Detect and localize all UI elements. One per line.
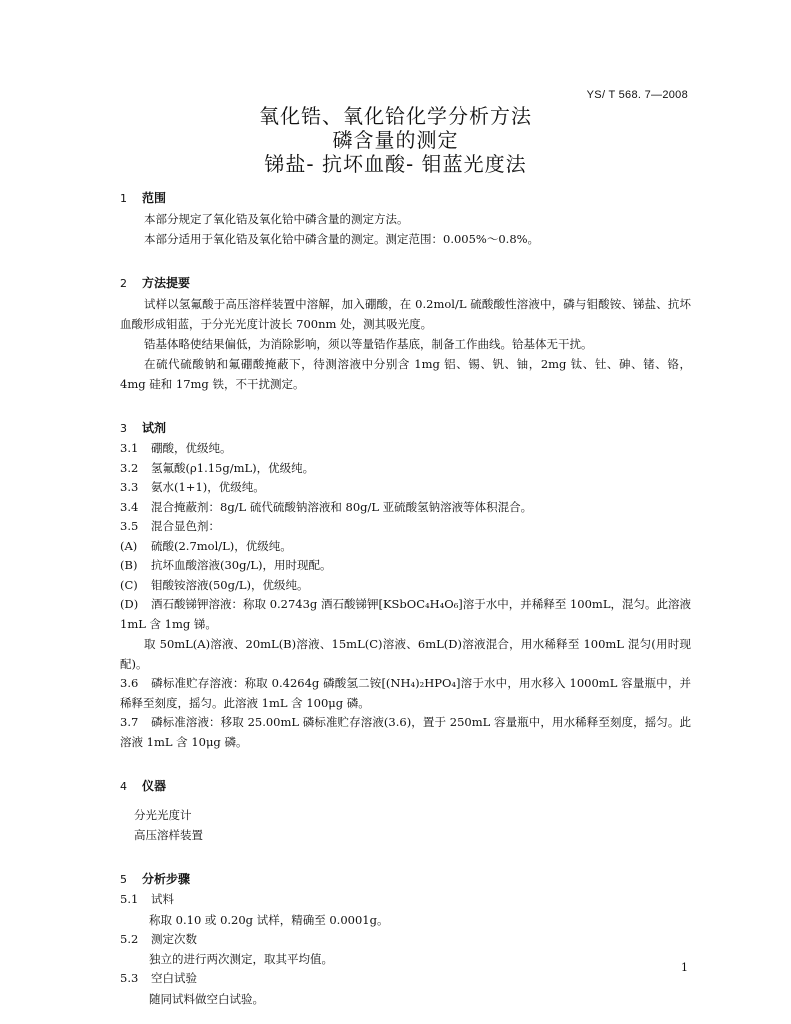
paragraph: 试样以氢氟酸于高压溶样装置中溶解，加入硼酸，在 0.2mol/L 硫酸酸性溶液中，磷与钼酸铵、锑盐、抗坏血酸形成钼蓝，于分光光度计波长 700nm 处，测其吸光度。: [120, 297, 691, 331]
item-text: 混合显色剂：: [151, 519, 220, 533]
subtitle: 磷含量的测定: [332, 128, 459, 152]
list-item: [120, 576, 691, 596]
item-number: 3.5: [120, 519, 139, 533]
section-title: 方法提要: [142, 276, 191, 290]
paragraph: 在硫代硫酸钠和氟硼酸掩蔽下，待测溶液中分别含 1mg 铝、锡、钒、铀，2mg 钛、钍、砷、锗、铬，4mg 硅和 17mg 铁，不干扰测定。: [120, 357, 691, 391]
item-text: 硫酸(2.7mol/L)，优级纯。: [151, 538, 292, 553]
item-number: 3.3: [120, 480, 139, 494]
item-text: 测定次数: [151, 931, 197, 946]
item-text: 试料: [151, 892, 174, 906]
item-detail: 独立的进行两次测定，取其平均值。: [149, 952, 333, 966]
standard-code: YS/ T 568. 7—2008: [586, 89, 688, 101]
instrument-item: 分光光度计: [134, 808, 192, 822]
item-text: 混合掩蔽剂：8g/L 硫代硫酸钠溶液和 80g/L 亚硫酸氢钠溶液等体积混合。: [151, 499, 533, 514]
list-item: [120, 713, 691, 752]
paragraph: 取 50mL(A)溶液、20mL(B)溶液、15mL(C)溶液、6mL(D)溶液混合，用水稀释至 100mL 混匀(用时现配)。: [120, 637, 691, 671]
section-title: 仪器: [142, 779, 167, 793]
list-item: [120, 890, 691, 910]
item-number: 5.1: [120, 892, 139, 906]
list-item: [120, 930, 691, 950]
item-text: 空白试验: [151, 971, 197, 985]
list-item: [120, 969, 691, 989]
item-text: 氢氟酸(ρ1.15g/mL)，优级纯。: [151, 460, 315, 475]
item-detail: 称取 0.10 或 0.20g 试样，精确至 0.0001g。: [149, 912, 389, 927]
item-number: 3.4: [120, 499, 139, 514]
section-number: 4: [120, 780, 127, 793]
section-heading-principle: [120, 273, 691, 294]
section-number: 5: [120, 873, 127, 886]
item-text: 钼酸铵溶液(50g/L)，优级纯。: [151, 577, 309, 592]
main-title: 氧化锆、氧化铪化学分析方法: [259, 104, 532, 128]
section-title: 范围: [142, 191, 167, 205]
item-detail: 随同试料做空白试验。: [149, 991, 264, 1006]
section-heading-procedure: [120, 869, 691, 890]
list-item: [120, 674, 691, 713]
section-heading-reagents: [120, 418, 691, 439]
instrument-item: 高压溶样装置: [134, 828, 203, 842]
page-number: 1: [681, 961, 688, 974]
item-number: 5.2: [120, 931, 139, 946]
list-item: [120, 498, 691, 518]
item-text: 氨水(1+1)，优级纯。: [151, 480, 265, 494]
paragraph: 本部分规定了氧化锆及氧化铪中磷含量的测定方法。: [144, 212, 409, 226]
item-number: (C): [120, 577, 138, 592]
section-heading-apparatus: [120, 776, 691, 797]
item-text: 酒石酸锑钾溶液：称取 0.2743g 酒石酸锑钾[KSbOC₄H₄O₆]溶于水中，并稀释至 100mL，混匀。此溶液 1mL 含 1mg 锑。: [120, 597, 691, 631]
item-number: (D): [120, 597, 139, 611]
item-number: 3.2: [120, 460, 139, 475]
item-text: 磷标准贮存溶液：称取 0.4264g 磷酸氢二铵[(NH₄)₂HPO₄]溶于水中，用水移入 1000mL 容量瓶中，并稀释至刻度，摇匀。此溶液 1mL 含 100μg 磷。: [120, 676, 691, 710]
paragraph: 锆基体略使结果偏低，为消除影响，须以等量锆作基底，制备工作曲线。铪基体无干扰。: [144, 337, 593, 351]
title-block: [0, 104, 791, 176]
section-number: 2: [120, 277, 127, 290]
list-item: [120, 517, 691, 537]
section-number: 3: [120, 422, 127, 435]
list-item: [120, 459, 691, 479]
section-number: 1: [120, 192, 127, 205]
item-text: 硼酸，优级纯。: [151, 441, 232, 455]
list-item: [120, 537, 691, 557]
section-heading-scope: [120, 188, 691, 209]
method-title: 锑盐- 抗坏血酸- 钼蓝光度法: [264, 152, 527, 176]
section-title: 试剂: [142, 421, 167, 435]
item-number: 3.1: [120, 441, 139, 455]
section-title: 分析步骤: [142, 872, 191, 886]
item-number: 5.3: [120, 971, 139, 985]
item-text: 抗坏血酸溶液(30g/L)，用时现配。: [151, 558, 332, 572]
list-item: [120, 556, 691, 576]
list-item: [120, 595, 691, 634]
item-number: (B): [120, 558, 138, 572]
item-number: (A): [120, 538, 138, 553]
item-number: 3.7: [120, 715, 139, 729]
item-text: 磷标准溶液：移取 25.00mL 磷标准贮存溶液(3.6)，置于 250mL 容量瓶中，用水稀释至刻度，摇匀。此溶液 1mL 含 10μg 磷。: [120, 715, 691, 749]
document-body: [120, 188, 691, 1009]
list-item: [120, 478, 691, 498]
paragraph: 本部分适用于氧化锆及氧化铪中磷含量的测定。测定范围：0.005%～0.8%。: [144, 232, 540, 246]
item-number: 3.6: [120, 676, 139, 690]
list-item: [120, 439, 691, 459]
